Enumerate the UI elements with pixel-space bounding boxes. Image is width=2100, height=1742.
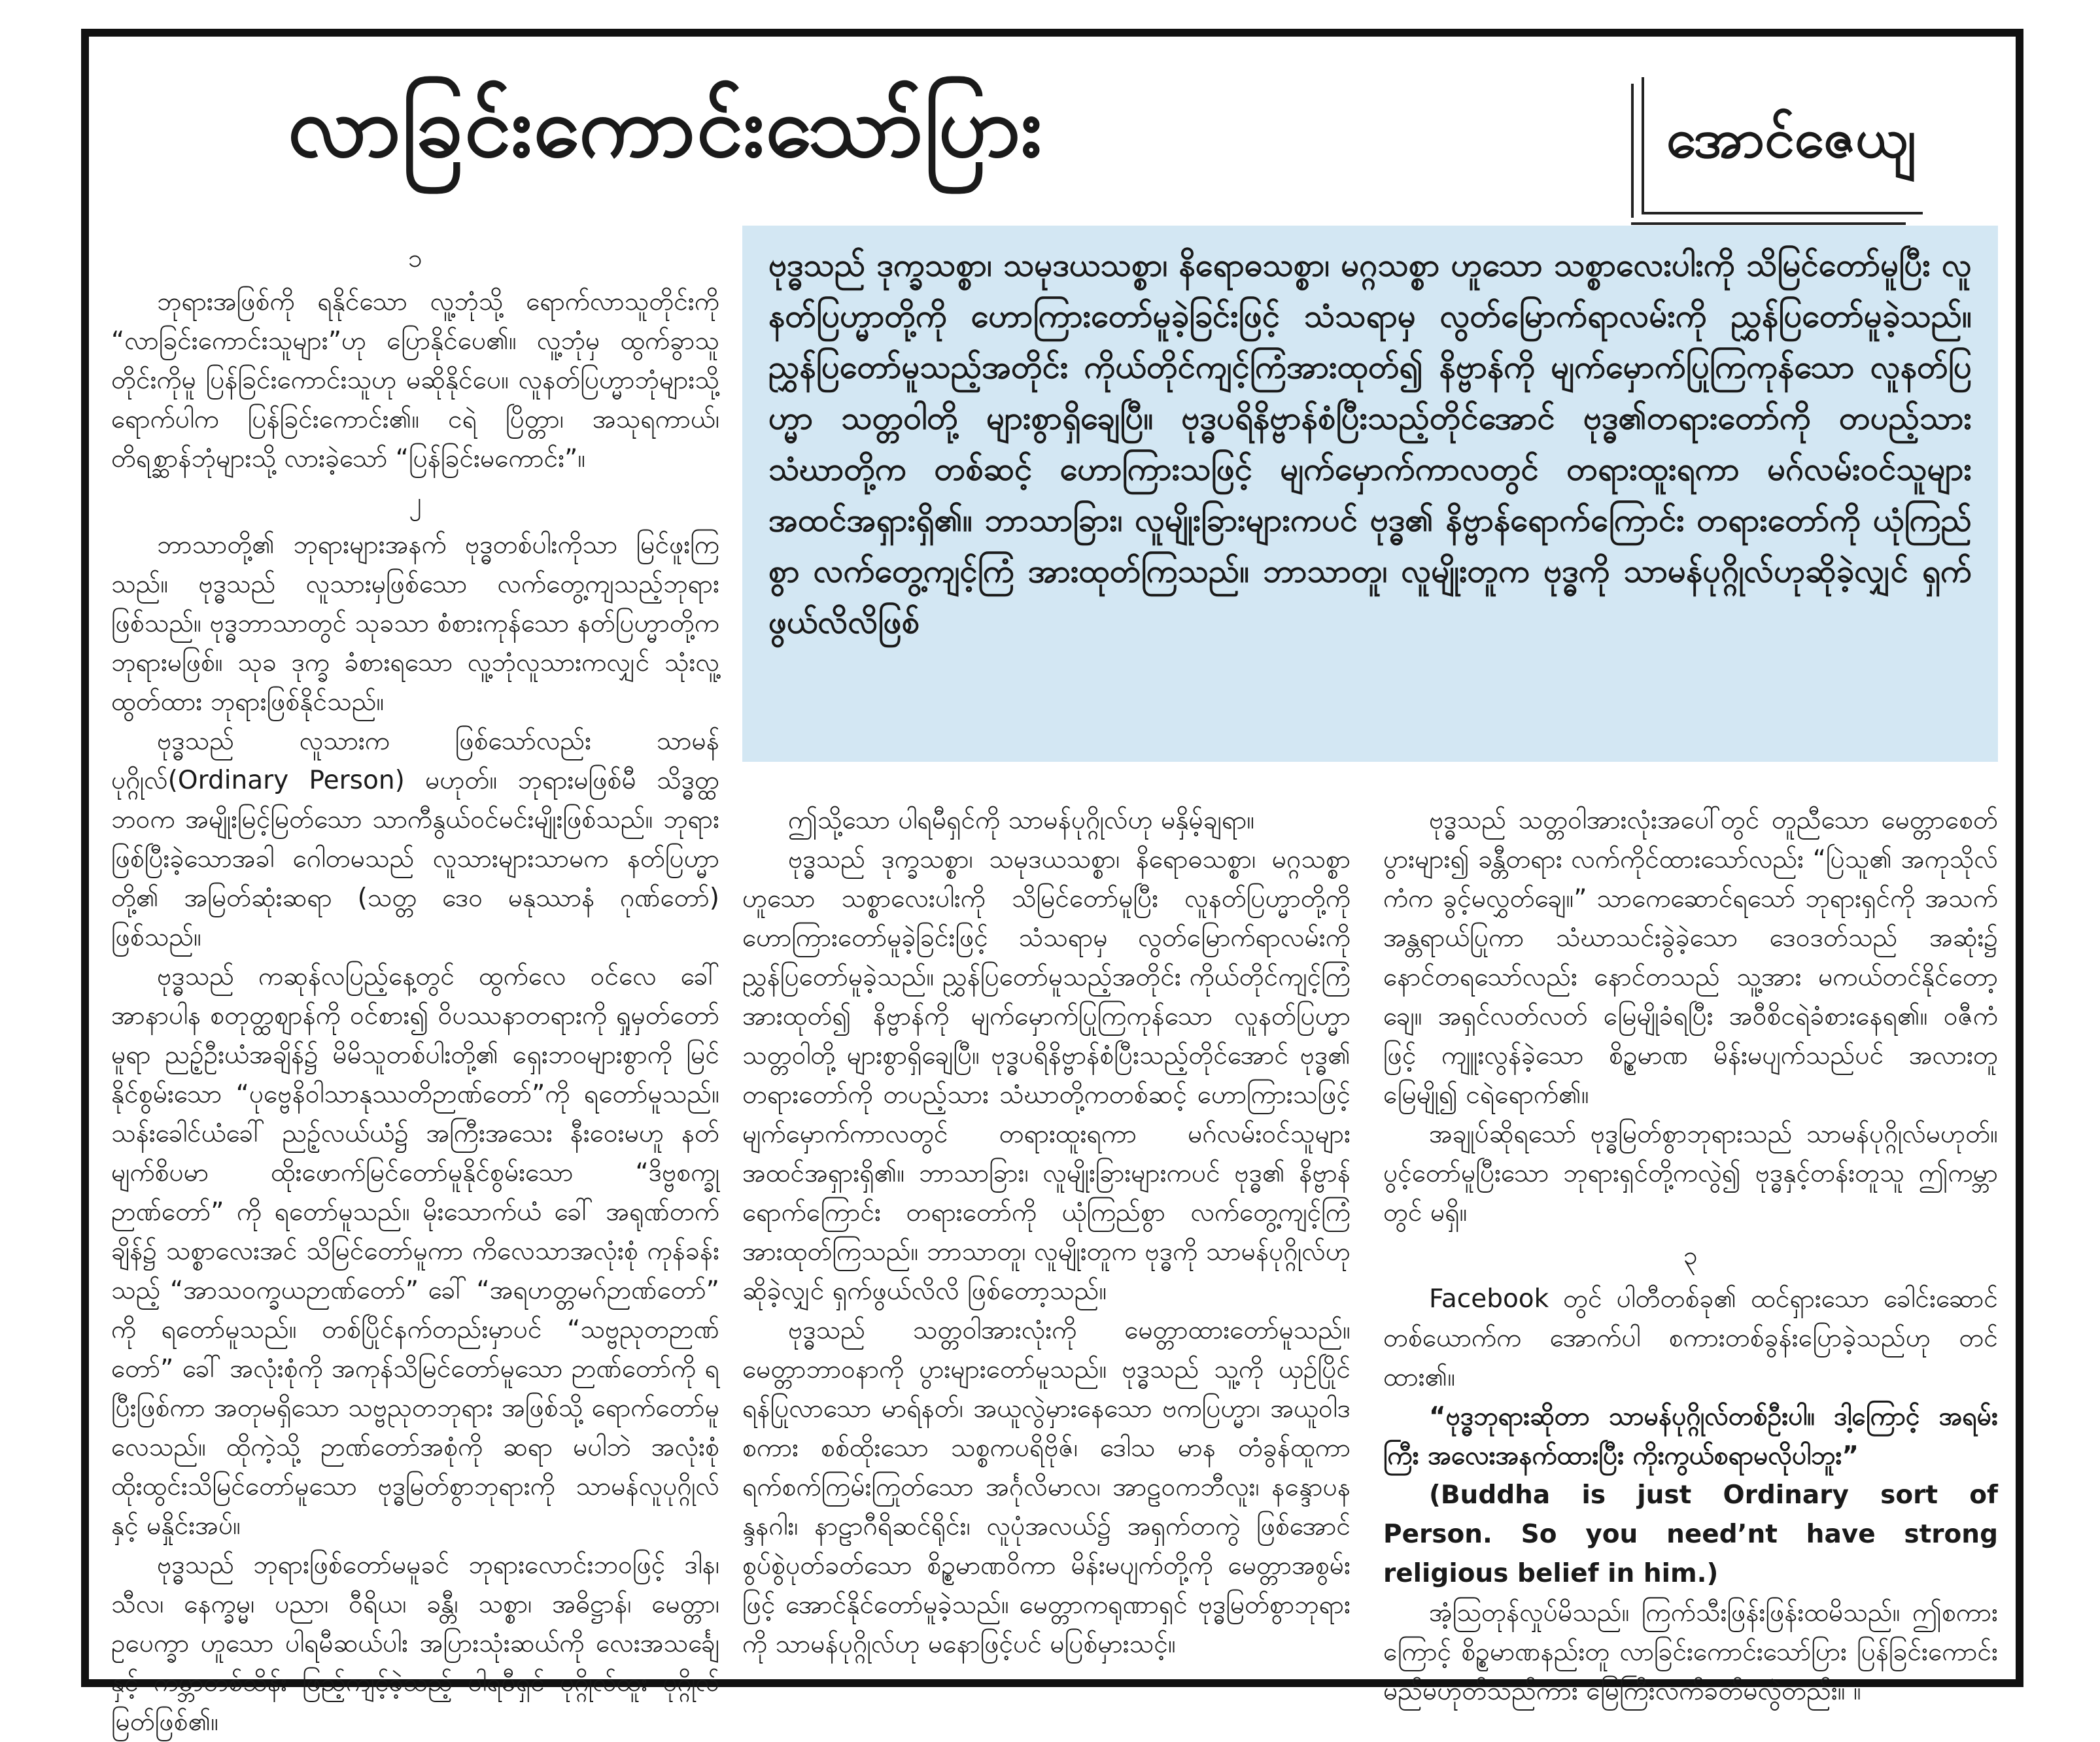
section-number: ၂ [409,487,422,517]
pull-quote-box [742,226,1998,762]
section-number: ၃ [1683,1241,1698,1271]
quoted-statement: “ဗုဒ္ဓဘုရားဆိုတာ သာမန်ပုဂ္ဂိုလ်တစ်ဦးပါ။ ဒါ့ကြောင့် အရမ်းကြီး အလေးအနက်ထားပြီး ကိုးကွယ်စရာမလိုပါဘူး” [1383,1402,1998,1471]
column-3 [1383,801,1998,1706]
paragraph: ဗုဒ္ဓသည် သတ္တဝါအားလုံးအပေါ်တွင် တူညီသော မေတ္တာစေတ်ပွားများ၍ ခန္တီတရား လက်ကိုင်ထားသော်လည်း “ပြဲသူ၏ အကုသိုလ်ကံက ခွင့်မလွှတ်ချေ။” သာကေဆောင်ရသော် ဘုရားရှင်ကို အသက်အန္တရာယ်ပြုကာ သံဃာသင်းခွဲခဲ့သော ဒေဝဒတ်သည် အဆုံး၌ နောင်တရသော်လည်း နောင်တသည် သူ့အား မကယ်တင်နိုင်တော့ချေ။ အရှင်လတ်လတ် မြေမျိုခံရပြီး အဝီစိငရဲခံစားနေရ၏။ ဝဇီကံဖြင့် ကျူးလွန်ခဲ့သော စိဉ္စမာဏ မိန်းမပျက်သည်ပင် အလားတူ မြေမျို၍ ငရဲရောက်၏။ [1383,806,1998,1110]
article-title: လာခြင်းကောင်းသော်ပြား [288,78,1043,176]
paragraph: အချုပ်ဆိုရသော် ဗုဒ္ဓမြတ်စွာဘုရားသည် သာမန်ပုဂ္ဂိုလ်မဟုတ်။ ပွင့်တော်မူပြီးသော ဘုရားရှင်တို့ကလွဲ၍ ဗုဒ္ဓနှင့်တန်းတူသူ ဤကမ္ဘာတွင် မရှိ။ [1383,1119,1998,1227]
pull-quote-text: ဗုဒ္ဓသည် ဒုက္ခသစ္စာ၊ သမုဒယသစ္စာ၊ နိရောဓသစ္စာ၊ မဂ္ဂသစ္စာ ဟူသော သစ္စာလေးပါးကို သိမြင်တော်မူပြီး လူနတ်ပြဟ္မာတို့ကို ဟောကြားတော်မူခဲ့ခြင်းဖြင့် သံသရာမှ လွတ်မြောက်ရာလမ်းကို ညွှန်ပြတော်မူခဲ့သည်။ ညွှန်ပြတော်မူသည့်အတိုင်း ကိုယ်တိုင်ကျင့်ကြံအားထုတ်၍ နိဗ္ဗာန်ကို မျက်မှောက်ပြုကြကုန်သော လူနတ်ပြဟ္မာ သတ္တဝါတို့ များစွာရှိချေပြီ။ ဗုဒ္ဓပရိနိဗ္ဗာန်စံပြီးသည့်တိုင်အောင် ဗုဒ္ဓ၏တရားတော်ကို တပည့်သား သံဃာတို့က တစ်ဆင့် ဟောကြားသဖြင့် မျက်မှောက်ကာလတွင် တရားထူးရကာ မဂ်လမ်းဝင်သူများ အထင်အရှားရှိ၏။ ဘာသာခြား၊ လူမျိုးခြားများကပင် ဗုဒ္ဓ၏ နိဗ္ဗာန်ရောက်ကြောင်း တရားတော်ကို ယုံကြည်စွာ လက်တွေ့ကျင့်ကြံ အားထုတ်ကြသည်။ ဘာသာတူ၊ လူမျိုးတူက ဗုဒ္ဓကို သာမန်ပုဂ္ဂိုလ်ဟုဆိုခဲ့လျှင် ရှက်ဖွယ်လိလိဖြစ် [768,247,1972,641]
paragraph: ဘုရားအဖြစ်ကို ရနိုင်သော လူ့ဘုံသို့ ရောက်လာသူတိုင်းကို “လာခြင်းကောင်းသူများ”ဟု ပြောနိုင်ပေ၏။ လူ့ဘုံမှ ထွက်ခွာသူတိုင်းကိုမူ ပြန်ခြင်းကောင်းသူဟု မဆိုနိုင်ပေ။ လူနတ်ပြဟ္မာဘုံများသို့ ရောက်ပါက ပြန်ခြင်းကောင်း၏။ ငရဲ ပြိတ္တာ၊ အသုရကာယ်၊ တိရစ္ဆာန်ဘုံများသို့ လားခဲ့သော် “ပြန်ခြင်းမကောင်း”။ [111,287,719,473]
column-2 [742,801,1351,1659]
paragraph: ဘာသာတို့၏ ဘုရားများအနက် ဗုဒ္ဓတစ်ပါးကိုသာ မြင်ဖူးကြသည်။ ဗုဒ္ဓသည် လူသားမှဖြစ်သော လက်တွေ့ကျသည့်ဘုရားဖြစ်သည်။ ဗုဒ္ဓဘာသာတွင် သုခသာ စံစားကုန်သော နတ်ပြဟ္မာတို့က ဘုရားမဖြစ်။ သုခ ဒုက္ခ ခံစားရသော လူ့ဘုံလူသားကလျှင် သုံးလူ့ထွတ်ထား ဘုရားဖြစ်နိုင်သည်။ [111,530,719,717]
paragraph: ဗုဒ္ဓသည် ဘုရားဖြစ်တော်မမူခင် ဘုရားလောင်းဘဝဖြင့် ဒါန၊ သီလ၊ နေက္ခမ္မ၊ ပညာ၊ ဝီရိယ၊ ခန္တီ၊ သစ္စာ၊ အဓိဋ္ဌာန်၊ မေတ္တာ၊ ဥပေက္ခာ ဟူသော ပါရမီဆယ်ပါး အပြားသုံးဆယ်ကို လေးအသင်္ချေနှင့် ကမ္ဘာတစ်သိန်း ဖြည့်ကျင့်ခဲ့သည့် ပါရမီရှင် ပုဂ္ဂိုလ်ထူး ပုဂ္ဂိုလ်မြတ်ဖြစ်၏။ [111,1550,719,1737]
section-number: ၁ [408,244,422,273]
paragraph: အံ့သြတုန်လှုပ်မိသည်။ ကြက်သီးဖြန်းဖြန်းထမိသည်။ ဤစကားကြောင့် စိဉ္စမာဏနည်းတူ လာခြင်းကောင်းသော်ပြား ပြန်ခြင်းကောင်းမည်မဟုတ်သည်ကား မြေကြီးလက်ခတ်မလွဲတည်း။ ။ [1383,1598,1998,1706]
paragraph: ဗုဒ္ဓသည် ဒုက္ခသစ္စာ၊ သမုဒယသစ္စာ၊ နိရောဓသစ္စာ၊ မဂ္ဂသစ္စာ ဟူသော သစ္စာလေးပါးကို သိမြင်တော်မူပြီး လူနတ်ပြဟ္မာတို့ကို ဟောကြားတော်မူခဲ့ခြင်းဖြင့် သံသရာမှ လွတ်မြောက်ရာလမ်းကို ညွှန်ပြတော်မူခဲ့သည်။ ညွှန်ပြတော်မူသည့်အတိုင်း ကိုယ်တိုင်ကျင့်ကြံအားထုတ်၍ နိဗ္ဗာန်ကို မျက်မှောက်ပြုကြကုန်သော လူနတ်ပြဟ္မာ သတ္တဝါတို့ များစွာရှိချေပြီ။ ဗုဒ္ဓပရိနိဗ္ဗာန်စံပြီးသည့်တိုင်အောင် ဗုဒ္ဓ၏ တရားတော်ကို တပည့်သား သံဃာတို့ကတစ်ဆင့် ဟောကြားသဖြင့် မျက်မှောက်ကာလတွင် တရားထူးရကာ မဂ်လမ်းဝင်သူများ အထင်အရှားရှိ၏။ ဘာသာခြား၊ လူမျိုးခြားများကပင် ဗုဒ္ဓ၏ နိဗ္ဗာန်ရောက်ကြောင်း တရားတော်ကို ယုံကြည်စွာ လက်တွေ့ကျင့်ကြံအားထုတ်ကြသည်။ ဘာသာတူ၊ လူမျိုးတူက ဗုဒ္ဓကို သာမန်ပုဂ္ဂိုလ်ဟုဆိုခဲ့လျှင် ရှက်ဖွယ်လိလိ ဖြစ်တော့သည်။ [742,845,1351,1306]
paragraph: Facebook တွင် ပါတီတစ်ခု၏ ထင်ရှားသော ခေါင်းဆောင်တစ်ယောက်က အောက်ပါ စကားတစ်ခွန်းပြောခဲ့သည်ဟု တင်ထား၏။ [1383,1284,1998,1392]
author-name: အောင်ဇေယျ [1666,108,1916,170]
paragraph: ဗုဒ္ဓသည် လူသားက ဖြစ်သော်လည်း သာမန်ပုဂ္ဂိုလ်(Ordinary Person) မဟုတ်။ ဘုရားမဖြစ်မီ သိဒ္ဓတ္ထ ဘဝက အမျိုးမြင့်မြတ်သော သာကီနွယ်ဝင်မင်းမျိုးဖြစ်သည်။ ဘုရားဖြစ်ပြီးခဲ့သောအခါ ဂေါတမသည် လူသားများသာမက နတ်ပြဟ္မာတို့၏ အမြတ်ဆုံးဆရာ (သတ္တ ဒေဝ မနုဿာနံ ဂုဏ်တော်) ဖြစ်သည်။ [111,726,719,952]
paragraph: ဤသို့သော ပါရမီရှင်ကို သာမန်ပုဂ္ဂိုလ်ဟု မနှိမ့်ချရာ။ [788,806,1255,835]
paragraph: ဗုဒ္ဓသည် ကဆုန်လပြည့်နေ့တွင် ထွက်လေ ဝင်လေ ခေါ် အာနာပါန စတုတ္ထဈာန်ကို ဝင်စား၍ ဝိပဿနာတရားကို ရှုမှတ်တော်မူရာ ညဉ့်ဦးယံအချိန်၌ မိမိသူတစ်ပါးတို့၏ ရှေးဘဝများစွာကို မြင်နိုင်စွမ်းသော “ပုဗ္ဗေနိဝါသာနုဿတိဉာဏ်တော်”ကို ရတော်မူသည်။ သန်းခေါင်ယံခေါ် ညဉ့်လယ်ယံ၌ အကြီးအသေး နီးဝေးမဟူ နတ်မျက်စိပမာ ထိုးဖောက်မြင်တော်မူနိုင်စွမ်းသော “ဒိဗ္ဗစက္ခုဉာဏ်တော်” ကို ရတော်မူသည်။ မိုးသောက်ယံ ခေါ် အရုဏ်တက်ချိန်၌ သစ္စာလေးအင် သိမြင်တော်မူကာ ကိလေသာအလုံးစုံ ကုန်ခန်းသည့် “အာသဝက္ခယဉာဏ်တော်” ခေါ် “အရဟတ္တမဂ်ဉာဏ်တော်” ကို ရတော်မူသည်။ တစ်ပြိုင်နက်တည်းမှာပင် “သဗ္ဗညုတဉာဏ်တော်” ခေါ် အလုံးစုံကို အကုန်သိမြင်တော်မူသော ဉာဏ်တော်ကို ရပြီးဖြစ်ကာ အတုမရှိသော သဗ္ဗညုတဘုရား အဖြစ်သို့ ရောက်တော်မူလေသည်။ ထိုကဲ့သို့ ဉာဏ်တော်အစုံကို ဆရာ မပါဘဲ အလုံးစုံထိုးထွင်းသိမြင်တော်မူသော ဗုဒ္ဓမြတ်စွာဘုရားကို သာမန်လူပုဂ္ဂိုလ်နှင့် မနှိုင်းအပ်။ [111,962,719,1541]
author-box [1642,77,1923,214]
column-1 [111,235,719,1737]
paragraph: ဗုဒ္ဓသည် သတ္တဝါအားလုံးကို မေတ္တာထားတော်မူသည်။ မေတ္တာဘာဝနာကို ပွားများတော်မူသည်။ ဗုဒ္ဓသည် သူ့ကို ယှဉ်ပြိုင်ရန်ပြုလာသော မာရ်နတ်၊ အယူလွဲမှားနေသော ဗကပြဟ္မာ၊ အယူဝါဒစကား စစ်ထိုးသော သစ္စကပရိဗိုဇ်၊ ဒေါသ မာန တံခွန်ထူကာ ရက်စက်ကြမ်းကြုတ်သော အင်္ဂုလိမာလ၊ အာဠဝကဘီလူး၊ နန္ဒောပနန္ဒနဂါး၊ နာဠာဂီရိဆင်ရိုင်း၊ လူပုံအလယ်၌ အရှက်တကွဲ ဖြစ်အောင် စွပ်စွဲပုတ်ခတ်သော စိဉ္စမာဏဝိကာ မိန်းမပျက်တို့ကို မေတ္တာအစွမ်းဖြင့် အောင်နိုင်တော်မူခဲ့သည်။ မေတ္တာကရုဏာရှင် ဗုဒ္ဓမြတ်စွာဘုရားကို သာမန်ပုဂ္ဂိုလ်ဟု မနောဖြင့်ပင် မပြစ်မှားသင့်။ [742,1316,1351,1659]
quoted-statement: (Buddha is just Ordinary sort of Person. So you need’nt have strong religious belief in him.) [1383,1480,1998,1588]
